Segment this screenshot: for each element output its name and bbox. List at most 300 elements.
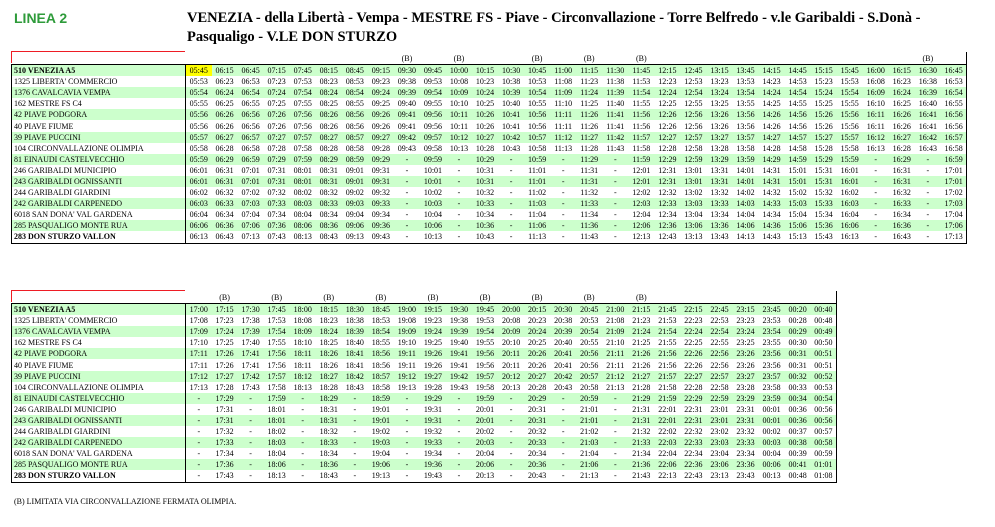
departure-time: 16:00 <box>863 65 889 77</box>
departure-time: 18:31 <box>316 415 342 426</box>
departure-time: 11:41 <box>602 120 628 131</box>
departure-time: 16:43 <box>915 143 941 154</box>
departure-time: 22:53 <box>706 315 732 326</box>
departure-time: 16:34 <box>889 209 915 220</box>
departure-time: 19:13 <box>394 382 420 393</box>
departure-time: 12:02 <box>628 187 654 198</box>
departure-time: 08:26 <box>316 109 342 120</box>
table-row <box>12 120 967 131</box>
departure-time: - <box>550 154 576 165</box>
departure-time: 20:30 <box>550 304 576 316</box>
departure-time: - <box>602 165 628 176</box>
stop-name: 242 GARIBALDI CARPENEDO <box>12 198 186 209</box>
departure-time: 07:01 <box>238 176 264 187</box>
departure-time: 18:24 <box>316 326 342 337</box>
departure-time: 19:12 <box>394 371 420 382</box>
departure-time: 13:29 <box>706 154 732 165</box>
departure-time: 14:59 <box>785 154 811 165</box>
departure-time: 06:36 <box>212 220 238 231</box>
departure-time: 16:41 <box>915 109 941 120</box>
table-row <box>12 382 837 393</box>
departure-time: 09:24 <box>368 87 394 98</box>
limited-marker <box>654 291 680 304</box>
departure-time: 19:57 <box>472 371 498 382</box>
departure-time: - <box>498 448 524 459</box>
departure-time: 08:59 <box>342 154 368 165</box>
departure-time: 17:29 <box>212 393 238 404</box>
departure-time: 08:31 <box>316 165 342 176</box>
departure-time: 09:36 <box>368 220 394 231</box>
limited-marker <box>602 291 628 304</box>
departure-time: 00:33 <box>785 382 811 393</box>
departure-time: - <box>550 448 576 459</box>
departure-time: 22:01 <box>654 415 680 426</box>
departure-time: 13:59 <box>732 154 758 165</box>
limited-marker <box>785 291 811 304</box>
departure-time: 07:24 <box>264 87 290 98</box>
departure-time: 20:33 <box>524 437 550 448</box>
departure-time: 06:29 <box>212 154 238 165</box>
table-row <box>12 348 837 359</box>
departure-time: 14:28 <box>759 143 785 154</box>
departure-time: 09:01 <box>342 165 368 176</box>
departure-time: 00:57 <box>811 426 837 437</box>
stop-name: 40 PIAVE FIUME <box>12 120 186 131</box>
limited-marker: (B) <box>264 291 290 304</box>
departure-time: 11:36 <box>576 220 602 231</box>
departure-time: 08:53 <box>342 76 368 87</box>
stop-name: 104 CIRCONVALLAZIONE OLIMPIA <box>12 382 186 393</box>
departure-time: 11:10 <box>550 98 576 109</box>
departure-time: 16:45 <box>941 65 967 77</box>
departure-time: 23:31 <box>732 415 758 426</box>
departure-time: 18:02 <box>264 426 290 437</box>
stop-name: 510 VENEZIA A5 <box>12 65 186 77</box>
stop-name: 6018 SAN DONA' VAL GARDENA <box>12 209 186 220</box>
table-row <box>12 220 967 231</box>
departure-time: 08:56 <box>342 109 368 120</box>
limited-marker <box>889 52 915 65</box>
departure-time: 18:04 <box>264 448 290 459</box>
departure-time: 05:53 <box>186 76 212 87</box>
departure-time: 21:56 <box>654 348 680 359</box>
departure-time: 21:27 <box>628 371 654 382</box>
departure-time: 07:31 <box>264 165 290 176</box>
limited-marker <box>759 52 785 65</box>
departure-time: 19:03 <box>368 437 394 448</box>
departure-time: 13:27 <box>706 132 732 143</box>
limited-marker <box>472 52 498 65</box>
departure-time: 18:53 <box>368 315 394 326</box>
departure-time: 10:29 <box>472 154 498 165</box>
departure-time: 14:57 <box>785 132 811 143</box>
departure-time: 07:58 <box>290 143 316 154</box>
departure-time: 18:15 <box>316 304 342 316</box>
limited-marker <box>706 52 732 65</box>
departure-time: 17:41 <box>238 359 264 370</box>
departure-time: 19:01 <box>368 404 394 415</box>
departure-time: 09:04 <box>342 209 368 220</box>
departure-time: 08:24 <box>316 87 342 98</box>
departure-time: 19:39 <box>446 326 472 337</box>
departure-time: 13:03 <box>680 198 706 209</box>
departure-time: 00:34 <box>785 393 811 404</box>
departure-time: 21:31 <box>628 404 654 415</box>
table-row <box>12 98 967 109</box>
departure-time: 22:43 <box>680 470 706 482</box>
departure-time: 16:40 <box>915 98 941 109</box>
table-row <box>12 448 837 459</box>
departure-time: 11:06 <box>524 220 550 231</box>
departure-time: 18:23 <box>316 315 342 326</box>
departure-time: 06:03 <box>186 198 212 209</box>
departure-time: 16:33 <box>889 198 915 209</box>
departure-time: - <box>550 415 576 426</box>
departure-time: - <box>394 415 420 426</box>
departure-time: - <box>550 231 576 243</box>
departure-time: 00:50 <box>811 337 837 348</box>
departure-time: 22:31 <box>680 415 706 426</box>
departure-time: 23:23 <box>732 315 758 326</box>
departure-time: 11:13 <box>524 231 550 243</box>
departure-time: 11:11 <box>550 120 576 131</box>
departure-time: 14:01 <box>732 176 758 187</box>
limited-marker: (B) <box>472 291 498 304</box>
departure-time: 13:31 <box>706 165 732 176</box>
departure-time: 18:33 <box>316 437 342 448</box>
departure-time: 23:55 <box>759 337 785 348</box>
limited-marker <box>368 52 394 65</box>
departure-time: 00:31 <box>785 359 811 370</box>
table-row <box>12 65 967 77</box>
departure-time: 08:31 <box>316 176 342 187</box>
departure-time: 08:32 <box>316 187 342 198</box>
departure-time: 20:02 <box>472 426 498 437</box>
departure-time: 08:29 <box>316 154 342 165</box>
departure-time: 16:57 <box>941 132 967 143</box>
departure-time: 15:15 <box>811 65 837 77</box>
departure-time: - <box>186 415 212 426</box>
departure-time: - <box>602 187 628 198</box>
departure-time: - <box>550 198 576 209</box>
departure-time: 11:02 <box>524 187 550 198</box>
departure-time: - <box>498 426 524 437</box>
departure-time: 10:13 <box>420 231 446 243</box>
departure-time: 16:29 <box>889 154 915 165</box>
departure-time: 00:20 <box>785 304 811 316</box>
departure-time: 00:48 <box>785 470 811 482</box>
departure-time: - <box>342 404 368 415</box>
departure-time: - <box>498 459 524 470</box>
departure-time: 20:39 <box>550 326 576 337</box>
departure-time: 18:11 <box>290 348 316 359</box>
departure-time: 10:32 <box>472 187 498 198</box>
departure-time: 21:11 <box>602 359 628 370</box>
departure-time: 13:53 <box>732 76 758 87</box>
departure-time: - <box>498 415 524 426</box>
departure-time: 12:25 <box>654 98 680 109</box>
stop-name: 510 VENEZIA A5 <box>12 304 186 316</box>
departure-time: 09:06 <box>342 220 368 231</box>
departure-time: 15:24 <box>811 87 837 98</box>
departure-time: - <box>446 198 472 209</box>
departure-time: 15:53 <box>837 76 863 87</box>
departure-time: 17:12 <box>186 371 212 382</box>
departure-time: 21:32 <box>628 426 654 437</box>
departure-time: - <box>446 231 472 243</box>
departure-time: 22:06 <box>654 459 680 470</box>
departure-time: 06:02 <box>186 187 212 198</box>
departure-time: 13:31 <box>706 176 732 187</box>
departure-time: 16:39 <box>915 87 941 98</box>
departure-time: 00:38 <box>785 437 811 448</box>
departure-time: 12:24 <box>654 87 680 98</box>
departure-time: 19:45 <box>472 304 498 316</box>
departure-time: 16:11 <box>863 120 889 131</box>
departure-time: 06:25 <box>212 98 238 109</box>
stop-name: 162 MESTRE FS C4 <box>12 337 186 348</box>
departure-time: 12:32 <box>654 187 680 198</box>
departure-time: 09:39 <box>394 87 420 98</box>
departure-time: 11:29 <box>576 154 602 165</box>
table-row <box>12 143 967 154</box>
departure-time: 09:56 <box>420 109 446 120</box>
departure-time: 11:31 <box>576 176 602 187</box>
departure-time: 19:09 <box>394 326 420 337</box>
departure-time: - <box>498 198 524 209</box>
departure-time: 16:41 <box>915 120 941 131</box>
departure-time: - <box>915 220 941 231</box>
departure-time: 10:38 <box>498 76 524 87</box>
departure-time: 11:00 <box>550 65 576 77</box>
departure-time: 13:32 <box>706 187 732 198</box>
limited-marker <box>264 52 290 65</box>
departure-time: 21:00 <box>602 304 628 316</box>
departure-time: - <box>863 154 889 165</box>
departure-time: 15:45 <box>837 65 863 77</box>
departure-time: 12:06 <box>628 220 654 231</box>
stop-name: 243 GARIBALDI OGNISSANTI <box>12 415 186 426</box>
departure-time: 20:43 <box>550 382 576 393</box>
departure-time: 17:58 <box>264 382 290 393</box>
departure-time: 05:45 <box>186 65 212 77</box>
stop-name: 39 PIAVE PUCCINI <box>12 132 186 143</box>
departure-time: 16:13 <box>863 143 889 154</box>
departure-time: - <box>498 404 524 415</box>
departure-time: - <box>186 448 212 459</box>
departure-time: - <box>863 187 889 198</box>
table-row <box>12 337 837 348</box>
departure-time: 10:41 <box>498 109 524 120</box>
departure-time: - <box>186 470 212 482</box>
departure-time: 13:56 <box>732 120 758 131</box>
departure-time: - <box>498 165 524 176</box>
departure-time: - <box>394 393 420 404</box>
departure-time: 12:36 <box>654 220 680 231</box>
departure-time: 20:00 <box>498 304 524 316</box>
departure-time: 13:04 <box>680 209 706 220</box>
departure-time: 07:56 <box>290 109 316 120</box>
departure-time: 12:43 <box>654 231 680 243</box>
departure-time: 16:25 <box>889 98 915 109</box>
departure-time: - <box>915 154 941 165</box>
departure-time: 17:55 <box>264 337 290 348</box>
departure-time: 16:58 <box>941 143 967 154</box>
departure-time: - <box>238 393 264 404</box>
departure-time: - <box>238 404 264 415</box>
departure-time: - <box>602 198 628 209</box>
departure-time: 15:23 <box>811 76 837 87</box>
departure-time: 07:02 <box>238 187 264 198</box>
departure-time: 17:06 <box>941 220 967 231</box>
departure-time: - <box>863 176 889 187</box>
departure-time: 18:43 <box>316 470 342 482</box>
departure-time: 07:15 <box>264 65 290 77</box>
departure-time: 05:57 <box>186 132 212 143</box>
departure-time: - <box>602 437 628 448</box>
departure-time: 16:43 <box>889 231 915 243</box>
departure-time: 06:04 <box>186 209 212 220</box>
departure-time: 00:39 <box>785 448 811 459</box>
departure-time: 15:29 <box>811 154 837 165</box>
departure-time: 06:23 <box>212 76 238 87</box>
departure-time: 16:27 <box>889 132 915 143</box>
departure-time: 14:26 <box>759 120 785 131</box>
departure-time: 18:08 <box>290 315 316 326</box>
departure-time: - <box>342 437 368 448</box>
limited-marker <box>811 291 837 304</box>
departure-time: 11:56 <box>628 109 654 120</box>
departure-time: 23:04 <box>706 448 732 459</box>
departure-time: 23:06 <box>706 459 732 470</box>
departure-time: 08:01 <box>290 165 316 176</box>
departure-time: 18:00 <box>290 304 316 316</box>
departure-time: 09:15 <box>368 65 394 77</box>
limited-marker <box>785 52 811 65</box>
departure-time: 07:26 <box>264 109 290 120</box>
departure-time: 09:34 <box>368 209 394 220</box>
limited-marker <box>186 52 212 65</box>
departure-time: 22:58 <box>706 382 732 393</box>
departure-time: 11:59 <box>628 154 654 165</box>
departure-time: 18:27 <box>316 371 342 382</box>
limited-marker: (B) <box>524 52 550 65</box>
departure-time: 19:29 <box>420 393 446 404</box>
departure-time: - <box>394 220 420 231</box>
departure-time: 14:31 <box>759 176 785 187</box>
departure-time: 16:15 <box>889 65 915 77</box>
limited-marker <box>238 291 264 304</box>
departure-time: - <box>602 415 628 426</box>
table-row <box>12 87 967 98</box>
departure-time: 11:39 <box>602 87 628 98</box>
departure-time: 14:02 <box>732 187 758 198</box>
departure-time: 00:37 <box>785 426 811 437</box>
departure-time: 20:40 <box>550 337 576 348</box>
departure-time: - <box>238 448 264 459</box>
departure-time: 18:42 <box>342 371 368 382</box>
stop-name: 162 MESTRE FS C4 <box>12 98 186 109</box>
departure-time: - <box>498 220 524 231</box>
departure-time: 13:33 <box>706 198 732 209</box>
stop-name: 246 GARIBALDI MUNICIPIO <box>12 404 186 415</box>
departure-time: 06:32 <box>212 187 238 198</box>
departure-time: 21:11 <box>602 348 628 359</box>
departure-time: 16:26 <box>889 109 915 120</box>
departure-time: 23:54 <box>759 326 785 337</box>
departure-time: 09:41 <box>394 120 420 131</box>
departure-time: 17:13 <box>186 382 212 393</box>
departure-time: - <box>342 470 368 482</box>
departure-time: - <box>342 393 368 404</box>
stop-name: 283 DON STURZO VALLON <box>12 470 186 482</box>
departure-time: 15:34 <box>811 209 837 220</box>
departure-time: 19:10 <box>394 337 420 348</box>
departure-time: 06:28 <box>212 143 238 154</box>
limited-marker <box>212 52 238 65</box>
departure-time: 20:38 <box>550 315 576 326</box>
departure-time: 21:31 <box>628 415 654 426</box>
departure-time: 09:23 <box>368 76 394 87</box>
departure-time: 19:53 <box>472 315 498 326</box>
departure-time: 19:25 <box>420 337 446 348</box>
departure-time: 10:26 <box>472 120 498 131</box>
departure-time: 20:04 <box>472 448 498 459</box>
departure-time: 00:49 <box>811 326 837 337</box>
departure-time: 13:56 <box>732 109 758 120</box>
departure-time: 10:56 <box>524 120 550 131</box>
departure-time: - <box>550 426 576 437</box>
limited-marker <box>342 291 368 304</box>
departure-time: 06:45 <box>238 65 264 77</box>
departure-time: - <box>863 198 889 209</box>
departure-time: 00:30 <box>785 337 811 348</box>
departure-time: 10:01 <box>420 176 446 187</box>
departure-time: 23:31 <box>732 404 758 415</box>
departure-time: 20:43 <box>524 470 550 482</box>
departure-time: - <box>602 231 628 243</box>
departure-time: 11:42 <box>602 132 628 143</box>
departure-time: 09:43 <box>394 143 420 154</box>
stop-name: 81 EINAUDI CASTELVECCHIO <box>12 154 186 165</box>
departure-time: 18:13 <box>264 470 290 482</box>
departure-time: - <box>550 187 576 198</box>
departure-time: - <box>186 459 212 470</box>
departure-time: 08:54 <box>342 87 368 98</box>
departure-time: 23:28 <box>732 382 758 393</box>
limited-marker <box>602 52 628 65</box>
departure-time: 11:26 <box>576 109 602 120</box>
table-row <box>12 198 967 209</box>
departure-time: 05:59 <box>186 154 212 165</box>
departure-time: 22:59 <box>706 393 732 404</box>
departure-time: 10:27 <box>472 132 498 143</box>
departure-time: - <box>394 470 420 482</box>
departure-time: 11:12 <box>550 132 576 143</box>
departure-time: 23:32 <box>732 426 758 437</box>
departure-time: 21:45 <box>654 304 680 316</box>
departure-time: - <box>446 426 472 437</box>
departure-time: 12:28 <box>654 143 680 154</box>
departure-time: 10:40 <box>498 98 524 109</box>
departure-time: 14:33 <box>759 198 785 209</box>
stop-name: 242 GARIBALDI CARPENEDO <box>12 437 186 448</box>
departure-time: 22:03 <box>654 437 680 448</box>
departure-time: 00:54 <box>811 393 837 404</box>
departure-time: 08:27 <box>316 132 342 143</box>
departure-time: 17:03 <box>941 198 967 209</box>
departure-time: - <box>186 404 212 415</box>
